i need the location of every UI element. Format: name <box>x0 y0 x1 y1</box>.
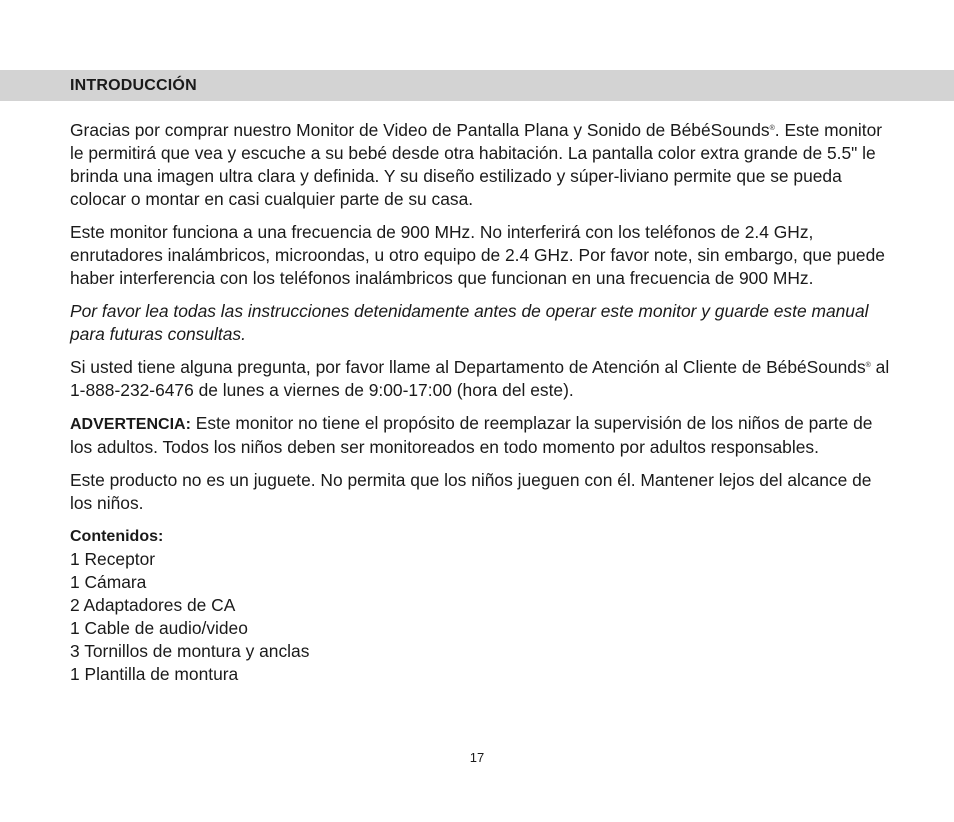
customer-service-text-end: al 1-888-232-6476 de lunes a viernes de 9:00-17:00 (hora del este). <box>70 357 890 400</box>
list-item: 2 Adaptadores de CA <box>70 595 236 615</box>
toy-warning-paragraph: Este producto no es un juguete. No permita que los niños jueguen con él. Mantener lejos del alcance de los niños. <box>70 470 872 513</box>
section-title: INTRODUCCIÓN <box>70 77 197 94</box>
list-item: 1 Cámara <box>70 572 147 592</box>
warning-text: Este monitor no tiene el propósito de reemplazar la supervisión de los niños de parte de los adultos. Todos los niños deben ser monitoreados en todo momento por adultos responsables. <box>70 413 873 457</box>
list-item: 1 Cable de audio/video <box>70 618 248 638</box>
contents-title: Contenidos: <box>70 528 164 545</box>
intro-text-end: . Este monitor le permitirá que vea y escuche a su bebé desde otra habitación. La pantalla color extra grande de 5.5" le brinda una imagen ultra clara y definida. Y su diseño estilizado y súper-liviano permite que se pueda colocar o montar en casi cualquier parte de su casa. <box>70 120 883 209</box>
intro-text-start: Gracias por comprar nuestro Monitor de Video de Pantalla Plana y Sonido de BébéSounds <box>70 120 770 140</box>
list-item: 1 Plantilla de montura <box>70 664 239 684</box>
section-header-bar <box>0 70 954 101</box>
page-number: 17 <box>469 750 485 765</box>
intro-paragraph <box>70 119 890 211</box>
warning-label: ADVERTENCIA: <box>70 416 191 433</box>
instructions-note: Por favor lea todas las instrucciones detenidamente antes de operar este monitor y guarde este manual para futuras consultas. <box>70 301 869 344</box>
registered-mark: ® <box>769 125 775 132</box>
customer-service-text-start: Si usted tiene alguna pregunta, por favor llame al Departamento de Atención al Cliente de BébéSounds <box>70 357 866 377</box>
customer-service-paragraph <box>70 356 890 402</box>
registered-mark: ® <box>865 362 871 369</box>
document-body <box>70 119 890 686</box>
warning-paragraph <box>70 412 890 459</box>
list-item: 3 Tornillos de montura y anclas <box>70 641 310 661</box>
frequency-paragraph: Este monitor funciona a una frecuencia de 900 MHz. No interferirá con los teléfonos de 2.4 GHz, enrutadores inalámbricos, microondas, u otro equipo de 2.4 GHz. Por favor note, sin embargo, que puede haber interferencia con los teléfonos inalámbricos que funcionan en una frecuencia de 900 MHz. <box>70 222 885 288</box>
contents-list <box>70 548 890 686</box>
list-item: 1 Receptor <box>70 549 156 569</box>
contents-section <box>70 525 890 686</box>
